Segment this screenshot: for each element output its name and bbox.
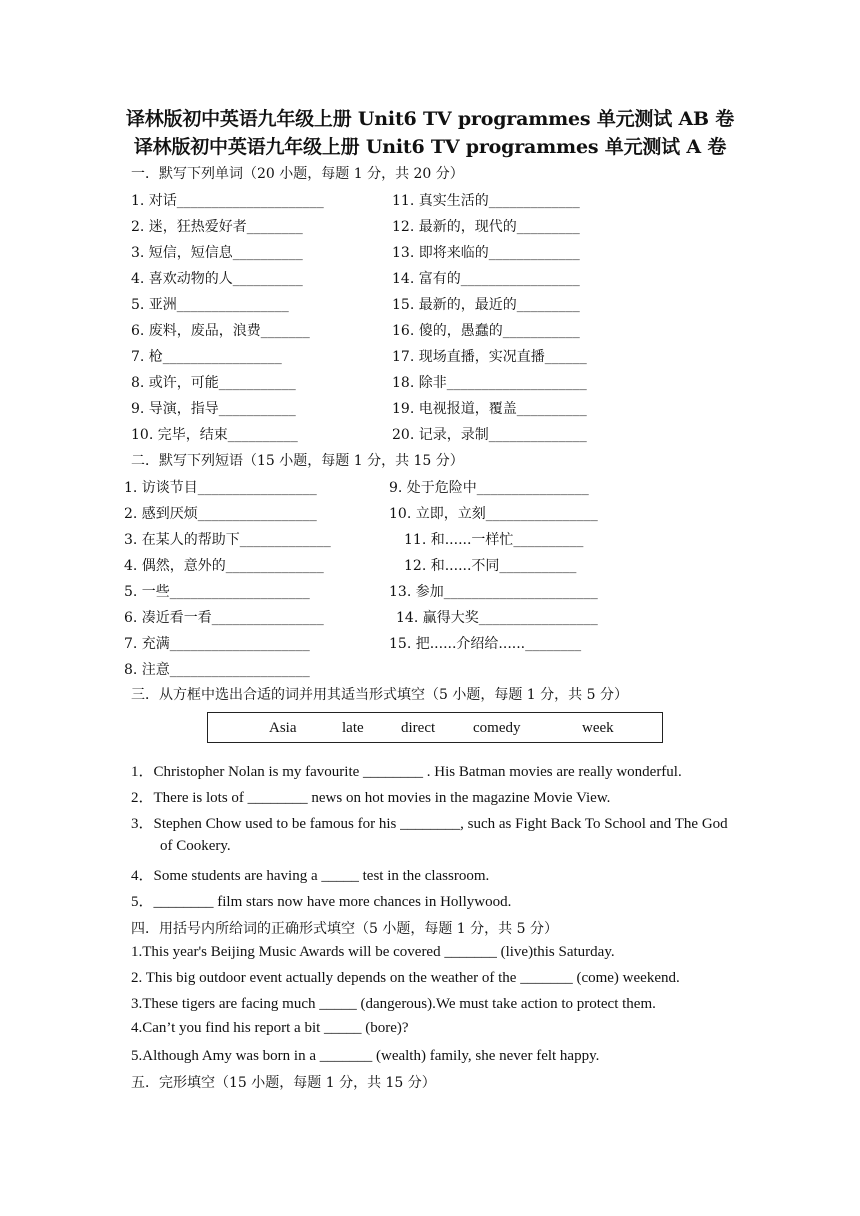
- question-item: 5.Although Amy was born in a _______ (wealth) family, she never felt happy.: [131, 1048, 600, 1064]
- question-item: 1.This year's Beijing Music Awards will be covered _______ (live)this Saturday.: [131, 944, 615, 960]
- question-item: 4．Some students are having a _____ test in the classroom.: [131, 868, 490, 884]
- word-item: 4. 喜欢动物的人__________: [131, 271, 303, 287]
- section5-heading: 五．完形填空（15 小题，每题 1 分，共 15 分）: [131, 1075, 436, 1091]
- word-box: [207, 712, 663, 743]
- page-title: 译林版初中英语九年级上册 Unit6 TV programmes 单元测试 AB 卷: [125, 108, 735, 130]
- phrase-item: 9. 处于危险中________________: [389, 480, 589, 496]
- word-item: 5. 亚洲________________: [131, 297, 289, 313]
- word-item: 2. 迷，狂热爱好者________: [131, 219, 303, 235]
- word-item: 17. 现场直播，实况直播______: [392, 349, 587, 365]
- word-item: 6. 废料，废品，浪费_______: [131, 323, 310, 339]
- section1-heading: 一．默写下列单词（20 小题，每题 1 分，共 20 分）: [131, 166, 464, 182]
- word-item: 1. 对话_____________________: [131, 193, 324, 209]
- phrase-item: 8. 注意____________________: [124, 662, 310, 678]
- phrase-item: 1. 访谈节目_________________: [124, 480, 317, 496]
- question-item: 1．Christopher Nolan is my favourite ________ . His Batman movies are really wonderful.: [131, 764, 682, 780]
- word-box-item: direct: [401, 720, 436, 736]
- word-item: 3. 短信，短信息__________: [131, 245, 303, 261]
- page-subtitle: 译林版初中英语九年级上册 Unit6 TV programmes 单元测试 A 卷: [133, 136, 727, 158]
- word-box-item: week: [582, 720, 614, 736]
- word-box-item: comedy: [473, 720, 521, 736]
- word-item: 18. 除非____________________: [392, 375, 587, 391]
- question-item: 3.These tigers are facing much _____ (dangerous).We must take action to protect them.: [131, 996, 656, 1012]
- phrase-item: 12. 和......不同___________: [404, 558, 577, 574]
- word-item: 7. 枪_________________: [131, 349, 282, 365]
- phrase-item: 6. 凑近看一看________________: [124, 610, 324, 626]
- word-box-item: late: [342, 720, 364, 736]
- question-item: 4.Can’t you find his report a bit _____ (bore)?: [131, 1020, 409, 1036]
- phrase-item: 4. 偶然，意外的______________: [124, 558, 324, 574]
- section3-heading: 三．从方框中选出合适的词并用其适当形式填空（5 小题，每题 1 分，共 5 分）: [131, 687, 628, 703]
- question-item: 2．There is lots of ________ news on hot movies in the magazine Movie View.: [131, 790, 611, 806]
- question-item: 5．________ film stars now have more chances in Hollywood.: [131, 894, 512, 910]
- word-item: 14. 富有的_________________: [392, 271, 580, 287]
- word-item: 10. 完毕，结束__________: [131, 427, 298, 443]
- phrase-item: 11. 和......一样忙__________: [404, 532, 584, 548]
- word-item: 11. 真实生活的_____________: [392, 193, 580, 209]
- word-item: 13. 即将来临的_____________: [392, 245, 580, 261]
- phrase-item: 10. 立即，立刻________________: [389, 506, 598, 522]
- phrase-item: 14. 赢得大奖_________________: [396, 610, 598, 626]
- section2-heading: 二．默写下列短语（15 小题，每题 1 分，共 15 分）: [131, 453, 464, 469]
- word-item: 16. 傻的，愚蠢的___________: [392, 323, 580, 339]
- section4-heading: 四．用括号内所给词的正确形式填空（5 小题，每题 1 分，共 5 分）: [131, 921, 558, 937]
- word-item: 8. 或许，可能___________: [131, 375, 296, 391]
- word-item: 19. 电视报道，覆盖__________: [392, 401, 587, 417]
- word-box-item: Asia: [269, 720, 297, 736]
- phrase-item: 5. 一些____________________: [124, 584, 310, 600]
- word-item: 20. 记录，录制______________: [392, 427, 587, 443]
- phrase-item: 15. 把......介绍给......________: [389, 636, 582, 652]
- word-item: 15. 最新的，最近的_________: [392, 297, 580, 313]
- question-item-continuation: of Cookery.: [160, 838, 231, 854]
- question-item: 3．Stephen Chow used to be famous for his ________, such as Fight Back To School and The God: [131, 816, 728, 832]
- question-item: 2. This big outdoor event actually depends on the weather of the _______ (come) weekend.: [131, 970, 680, 986]
- phrase-item: 13. 参加______________________: [389, 584, 598, 600]
- word-item: 12. 最新的，现代的_________: [392, 219, 580, 235]
- phrase-item: 2. 感到厌烦_________________: [124, 506, 317, 522]
- phrase-item: 7. 充满____________________: [124, 636, 310, 652]
- word-item: 9. 导演，指导___________: [131, 401, 296, 417]
- phrase-item: 3. 在某人的帮助下_____________: [124, 532, 331, 548]
